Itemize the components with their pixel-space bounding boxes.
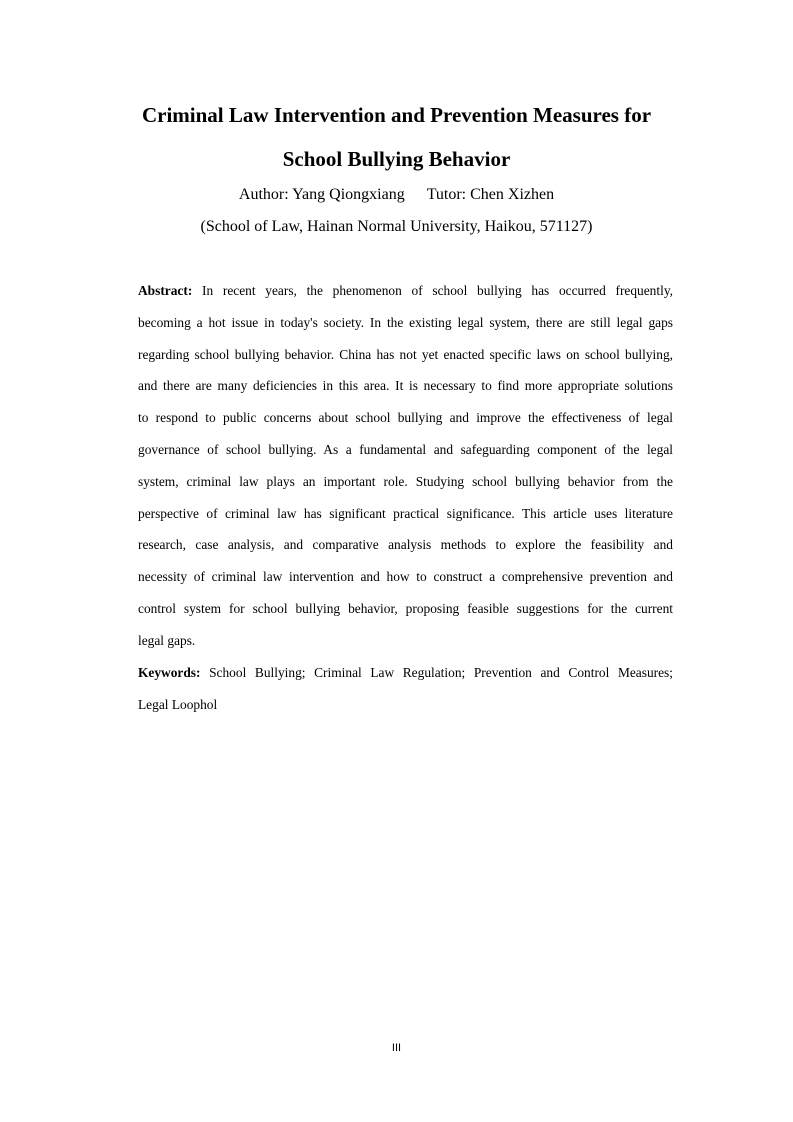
abstract-line: research, case analysis, and comparative analysis methods to explore the feasibility and [138, 537, 673, 553]
author-line [0, 186, 793, 204]
affiliation: (School of Law, Hainan Normal University, Haikou, 571127) [200, 218, 593, 235]
keywords-line: Keywords: School Bullying; Criminal Law Regulation; Prevention and Control Measures; [138, 665, 673, 680]
abstract-line: system, criminal law plays an important role. Studying school bullying behavior from the [138, 473, 673, 489]
abstract-line: becoming a hot issue in today's society. In the existing legal system, there are still legal gaps [138, 314, 673, 330]
page-number: III [391, 1042, 402, 1054]
keywords-line: Legal Loophol [138, 696, 218, 712]
abstract-line: to respond to public concerns about school bullying and improve the effectiveness of legal [138, 410, 673, 426]
tutor-name: Tutor: Chen Xizhen [426, 186, 555, 203]
abstract-line: perspective of criminal law has significant practical significance. This article uses literature [138, 505, 673, 521]
abstract-line: Abstract: In recent years, the phenomenon of school bullying has occurred frequently, [138, 283, 673, 298]
abstract-label: Abstract: [138, 283, 193, 298]
keywords-section [138, 657, 673, 721]
abstract-section [138, 275, 673, 657]
abstract-line: and there are many deficiencies in this area. It is necessary to find more appropriate solutions [138, 378, 673, 394]
abstract-line: regarding school bullying behavior. China has not yet enacted specific laws on school bullying, [138, 346, 673, 362]
keywords-label: Keywords: [138, 665, 201, 680]
abstract-line: governance of school bullying. As a fundamental and safeguarding component of the legal [138, 441, 673, 457]
paper-title-line-1: Criminal Law Intervention and Prevention Measures for [141, 103, 652, 127]
abstract-line: control system for school bullying behavior, proposing feasible suggestions for the current [138, 600, 673, 616]
paper-title-line-2: School Bullying Behavior [282, 147, 511, 171]
author-name: Author: Yang Qiongxiang [238, 186, 405, 203]
abstract-line: legal gaps. [138, 632, 196, 648]
abstract-line: necessity of criminal law intervention and how to construct a comprehensive prevention and [138, 569, 673, 585]
